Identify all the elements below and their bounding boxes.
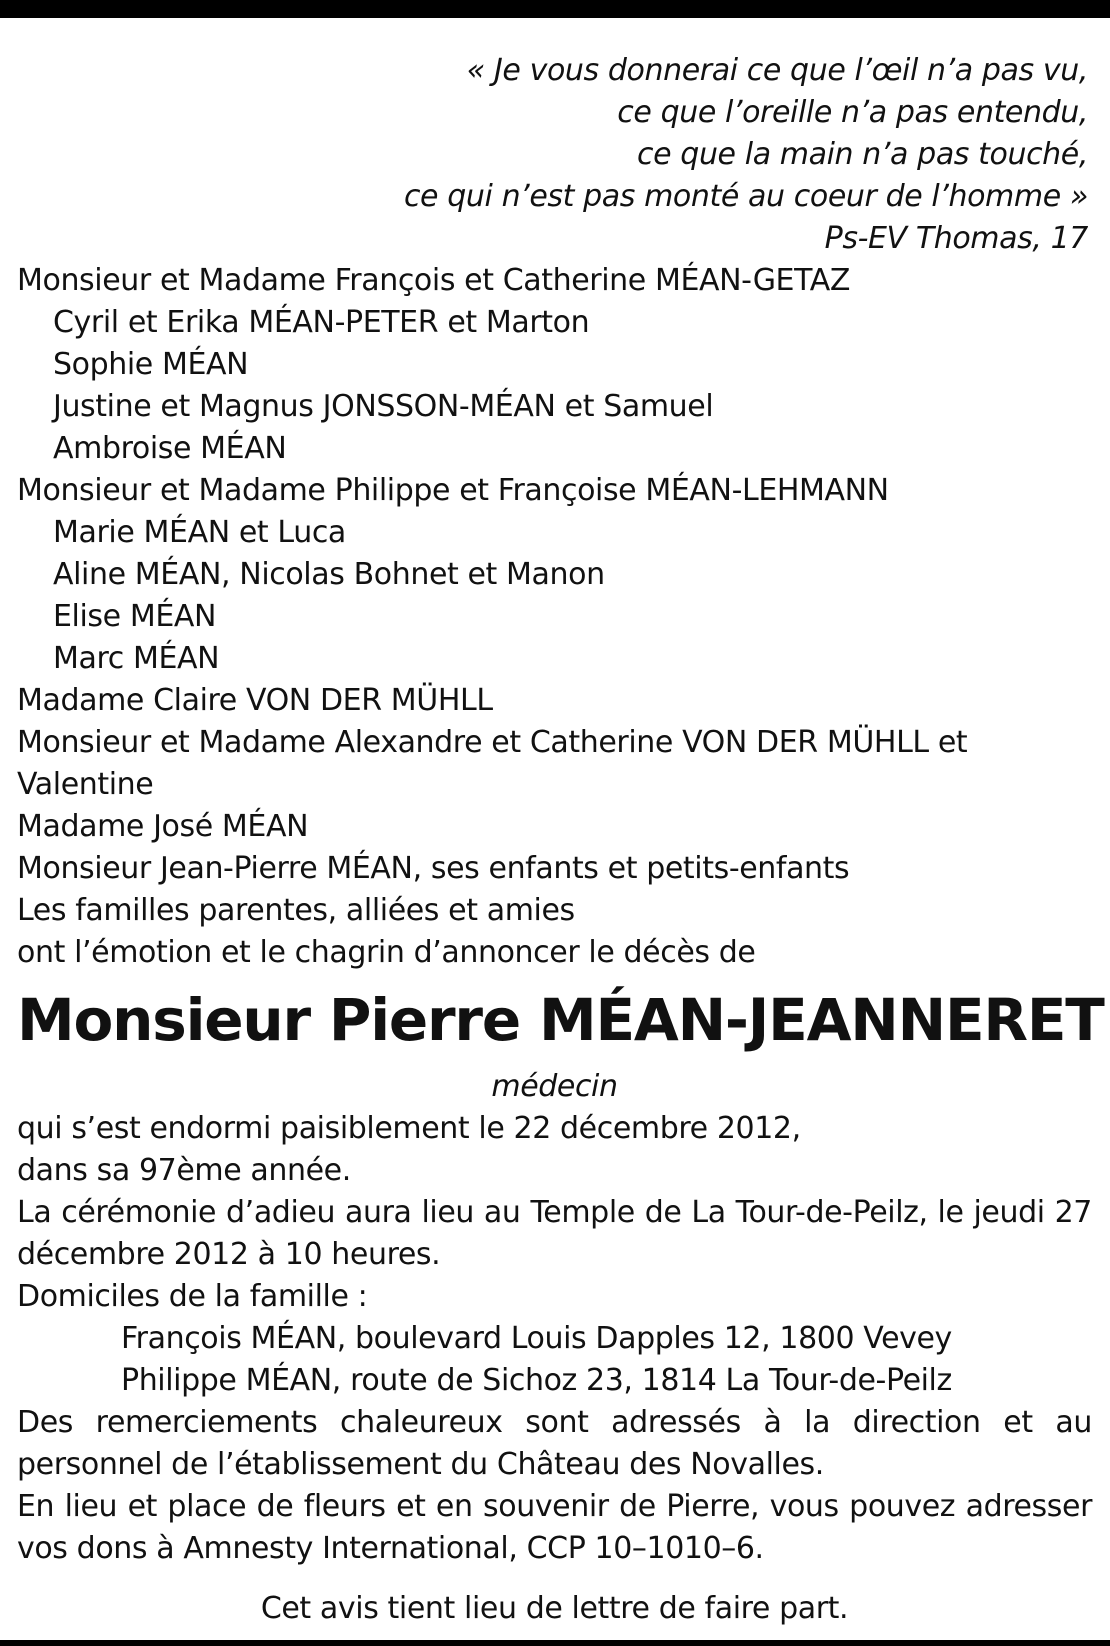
epigraph-quote — [17, 50, 1092, 260]
family-line: Ambroise MÉAN — [53, 431, 287, 466]
closing-note: Cet avis tient lieu de lettre de faire part. — [260, 1591, 849, 1626]
quote-line: ce que l’oreille n’a pas entendu, — [617, 95, 1088, 130]
notice-details — [17, 1108, 1092, 1570]
family-line: Monsieur et Madame François et Catherine MÉAN-GETAZ — [17, 263, 850, 298]
domicile-address: Philippe MÉAN, route de Sichoz 23, 1814 La Tour-de-Peilz — [121, 1363, 952, 1398]
family-line: Elise MÉAN — [53, 599, 217, 634]
domicile-label: Domiciles de la famille : — [17, 1279, 368, 1314]
quote-line: ce qui n’est pas monté au coeur de l’homme » — [403, 179, 1088, 214]
family-line: Marc MÉAN — [53, 641, 220, 676]
quote-source: Ps-EV Thomas, 17 — [824, 221, 1088, 256]
deceased-profession: médecin — [491, 1069, 618, 1104]
family-line: Monsieur et Madame Alexandre et Catherine VON DER MÜHLL et Valentine — [17, 725, 968, 802]
bottom-border-rule — [0, 1640, 1110, 1646]
quote-line: ce que la main n’a pas touché, — [637, 137, 1088, 172]
family-list — [17, 260, 1092, 974]
family-line: Les familles parentes, alliées et amies — [17, 893, 575, 928]
age-line: dans sa 97ème année. — [17, 1153, 351, 1188]
family-line: Monsieur Jean-Pierre MÉAN, ses enfants et petits-enfants — [17, 851, 850, 886]
thanks-paragraph: Des remerciements chaleureux sont adressés à la direction et au personnel de l’établissement du Château des Novalles. — [17, 1405, 1092, 1482]
family-line: Madame Claire VON DER MÜHLL — [17, 683, 493, 718]
deceased-name: Monsieur Pierre MÉAN-JEANNERET — [17, 986, 1104, 1054]
family-line: Aline MÉAN, Nicolas Bohnet et Manon — [53, 557, 605, 592]
ceremony-paragraph: La cérémonie d’adieu aura lieu au Temple de La Tour-de-Peilz, le jeudi 27 décembre 2012 à 10 heures. — [17, 1195, 1092, 1272]
announcement-line: ont l’émotion et le chagrin d’annoncer le décès de — [17, 935, 756, 970]
family-line: Monsieur et Madame Philippe et Françoise MÉAN-LEHMANN — [17, 473, 889, 508]
death-line: qui s’est endormi paisiblement le 22 décembre 2012, — [17, 1111, 801, 1146]
domicile-address: François MÉAN, boulevard Louis Dapples 12, 1800 Vevey — [121, 1321, 952, 1356]
top-border-rule — [0, 0, 1110, 18]
family-line: Justine et Magnus JONSSON-MÉAN et Samuel — [53, 389, 714, 424]
donation-paragraph: En lieu et place de fleurs et en souvenir de Pierre, vous pouvez adresser vos dons à Amnesty International, CCP 10–1010–6. — [17, 1489, 1092, 1566]
obituary-notice — [17, 50, 1104, 1630]
family-line: Sophie MÉAN — [53, 347, 249, 382]
quote-line: « Je vous donnerai ce que l’œil n’a pas vu, — [466, 53, 1088, 88]
family-line: Marie MÉAN et Luca — [53, 515, 346, 550]
family-line: Madame José MÉAN — [17, 809, 309, 844]
family-line: Cyril et Erika MÉAN-PETER et Marton — [53, 305, 590, 340]
